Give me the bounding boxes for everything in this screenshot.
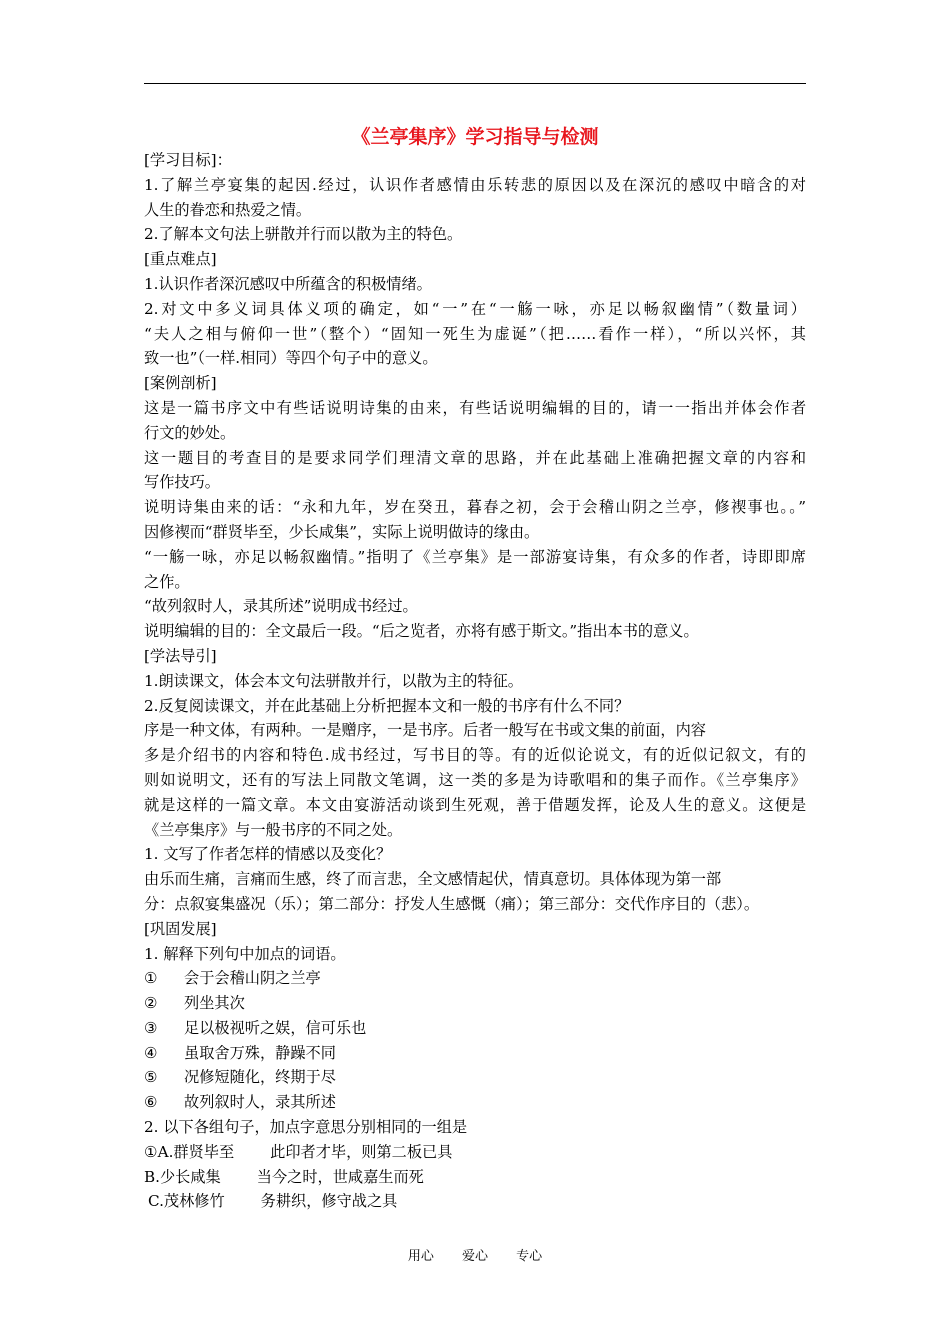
paragraph-line: “夫人之相与俯仰一世”（整个）“固知一死生为虚诞”（把……看作一样），“所以兴怀，其 — [144, 324, 806, 343]
paragraph-line: 序是一种文体，有两种。一是赠序，一是书序。后者一般写在书或文集的前面，内容 — [144, 721, 706, 740]
paragraph-line: 2.对文中多义词具体义项的确定，如“一”在“一觞一咏，亦足以畅叙幽情”（数量词） — [144, 299, 806, 318]
list-item-text: 足以极视听之娱，信可乐也 — [184, 1018, 367, 1037]
paragraph-line: 由乐而生痛，言痛而生感，终了而言悲，全文感情起伏，情真意切。具体体现为第一部 — [144, 870, 722, 889]
option-row — [144, 1140, 806, 1165]
list-item-number: ④ — [144, 1043, 158, 1062]
page-footer — [0, 1247, 950, 1267]
paragraph-line: 之作。 — [144, 572, 190, 591]
list-item-text: 会于会稽山阴之兰亭 — [184, 969, 321, 988]
list-item — [144, 1041, 806, 1066]
list-item-number: ① — [144, 969, 158, 988]
option-left: B.少长咸集 — [144, 1167, 221, 1186]
paragraph-line: 行文的妙处。 — [144, 423, 236, 442]
section-heading-goals: [学习目标]： — [144, 151, 232, 169]
footer-text: 爱心 — [461, 1249, 488, 1264]
paragraph-line: 多是介绍书的内容和特色.成书经过，写书目的等。有的近似论说文，有的近似记叙文，有的 — [144, 746, 806, 765]
document-title: 《兰亭集序》学习指导与检测 — [351, 126, 599, 148]
option-left: C.茂林修竹 — [148, 1192, 225, 1211]
paragraph-line: “故列叙时人，录其所述”说明成书经过。 — [144, 597, 418, 616]
option-right: 务耕织，修守战之具 — [260, 1192, 398, 1211]
list-item-number: ⑤ — [144, 1068, 158, 1087]
option-row — [144, 1189, 806, 1214]
paragraph-line: “一觞一咏，亦足以畅叙幽情。”指明了《兰亭集》是一部游宴诗集，有众多的作者，诗即即席 — [144, 547, 806, 566]
footer-text: 专心 — [516, 1249, 543, 1264]
paragraph-line: 2.反复阅读课文，并在此基础上分析把握本文和一般的书序有什么不同？ — [144, 696, 630, 715]
list-item-number: ⑥ — [144, 1093, 158, 1112]
paragraph-line: 1.了解兰亭宴集的起因.经过，认识作者感情由乐转悲的原因以及在深沉的感叹中暗含的对 — [144, 175, 806, 194]
option-right: 当今之时，世咸嘉生而死 — [256, 1167, 424, 1186]
paragraph-line: 这是一篇书序文中有些话说明诗集的由来，有些话说明编辑的目的，请一一指出并体会作者 — [144, 398, 806, 417]
paragraph-line: 2.了解本文句法上骈散并行而以散为主的特色。 — [144, 225, 463, 244]
list-item-text: 虽取舍万殊，静躁不同 — [184, 1043, 336, 1062]
paragraph-line: 致一也”（一样.相同）等四个句子中的意义。 — [144, 349, 438, 368]
paragraph-line: 人生的眷恋和热爱之情。 — [144, 200, 312, 219]
footer-text: 用心 — [407, 1249, 434, 1264]
list-item — [144, 991, 806, 1016]
paragraph-line: 1.朗读课文，体会本文句法骈散并行，以散为主的特征。 — [144, 671, 523, 690]
question-line: 1. 文写了作者怎样的情感以及变化？ — [144, 845, 392, 864]
paragraph-line: 说明诗集由来的话：“永和九年，岁在癸丑，暮春之初，会于会稽山阴之兰亭，修禊事也。。” — [144, 498, 806, 517]
paragraph-line: 就是这样的一篇文章。本文由宴游活动谈到生死观，善于借题发挥，论及人生的意义。这便是 — [144, 795, 806, 814]
paragraph-line: 因修禊而“群贤毕至，少长咸集”，实际上说明做诗的缘由。 — [144, 522, 540, 541]
paragraph-line: 写作技巧。 — [144, 473, 220, 492]
list-item — [144, 1090, 806, 1115]
list-item-text: 况修短随化，终期于尽 — [184, 1068, 336, 1087]
section-heading-consolidation: [巩固发展] — [144, 919, 217, 938]
paragraph-line: 则如说明文，还有的写法上同散文笔调，这一类的多是为诗歌唱和的集子而作。《兰亭集序》 — [144, 770, 806, 789]
section-heading-case-analysis: [案例剖析] — [144, 374, 217, 393]
list-item — [144, 1016, 806, 1041]
list-item-number: ③ — [144, 1018, 158, 1037]
list-item — [144, 966, 806, 991]
question-line: 2. 以下各组句子，加点字意思分别相同的一组是 — [144, 1118, 468, 1137]
paragraph-line: 1.认识作者深沉感叹中所蕴含的积极情绪。 — [144, 274, 432, 293]
document-body — [144, 148, 806, 1214]
paragraph-line: 这一题目的考查目的是要求同学们理清文章的思路，并在此基础上准确把握文章的内容和 — [144, 448, 806, 467]
list-item-number: ② — [144, 994, 158, 1013]
option-left: ①A.群贤毕至 — [144, 1142, 235, 1161]
section-heading-key-points: [重点难点] — [144, 250, 217, 269]
section-heading-study-method: [学法导引] — [144, 646, 217, 665]
paragraph-line: 说明编辑的目的：全文最后一段。“后之览者，亦将有感于斯文。”指出本书的意义。 — [144, 622, 699, 641]
option-row — [144, 1165, 806, 1190]
question-line: 1. 解释下列句中加点的词语。 — [144, 944, 346, 963]
list-item-text: 列坐其次 — [184, 994, 245, 1013]
paragraph-line: 分：点叙宴集盛况（乐）；第二部分：抒发人生感慨（痛）；第三部分：交代作序目的（悲）。 — [144, 894, 760, 913]
list-item-text: 故列叙时人，录其所述 — [184, 1093, 336, 1112]
list-item — [144, 1065, 806, 1090]
option-right: 此印者才毕，则第二板已具 — [270, 1142, 453, 1161]
paragraph-line: 《兰亭集序》与一般书序的不同之处。 — [144, 820, 403, 839]
header-rule — [144, 83, 806, 84]
